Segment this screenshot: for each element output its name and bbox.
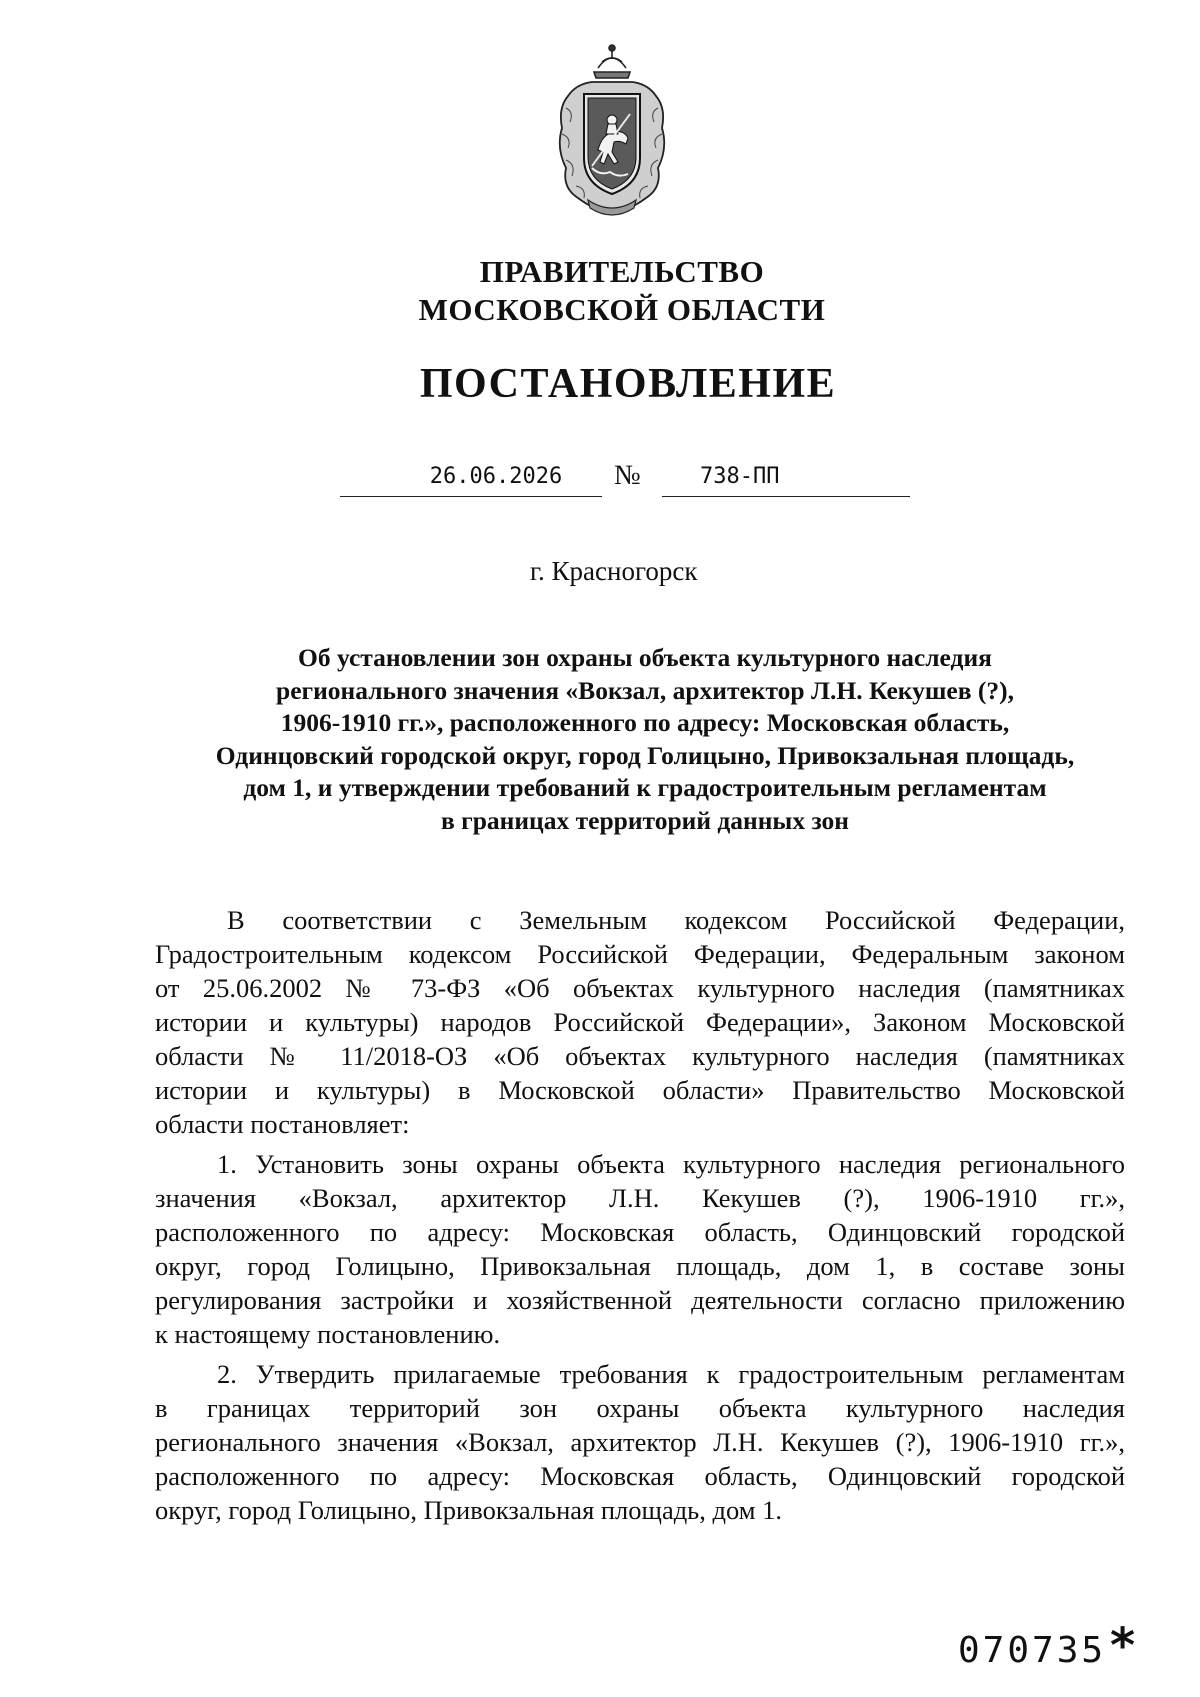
title-line: регионального значения «Вокзал, архитектор Л.Н. Кекушев (?), (276, 675, 1014, 705)
paragraph-line: регулирования застройки и хозяйственной деятельности согласно приложению (155, 1285, 1125, 1315)
paragraph-line: к настоящему постановлению. (155, 1319, 501, 1349)
decree-body (155, 903, 1125, 1533)
paragraph-line: 2. Утвердить прилагаемые требования к градостроительным регламентам (217, 1359, 1125, 1389)
paragraph-line: округ, город Голицыно, Привокзальная площадь, дом 1, в составе зоны (155, 1251, 1125, 1281)
clause-1-paragraph (155, 1147, 1125, 1351)
preamble-paragraph (155, 903, 1125, 1141)
serial-number: 070735 (958, 1630, 1107, 1671)
title-line: 1906-1910 гг.», расположенного по адресу: Московская область, (280, 708, 1010, 737)
paragraph-line: истории и культуры) в Московской области» Правительство Московской (155, 1075, 1125, 1105)
decree-title (150, 642, 1140, 837)
paragraph-line: области постановляет: (155, 1109, 410, 1139)
government-name-line2: МОСКОВСКОЙ ОБЛАСТИ (418, 292, 826, 327)
number-sign: № (614, 460, 641, 491)
clause-2-paragraph (155, 1357, 1125, 1527)
paragraph-line: расположенного по адресу: Московская область, Одинцовский городской (155, 1461, 1125, 1491)
paragraph-line: Градостроительным кодексом Российской Федерации, Федеральным законом (155, 939, 1125, 969)
title-line: дом 1, и утверждении требований к градостроительным регламентам (243, 773, 1047, 802)
registration-line (340, 457, 910, 501)
paragraph-line: истории и культуры) народов Российской Федерации», Законом Московской (155, 1007, 1125, 1037)
title-line: в границах территорий данных зон (441, 805, 849, 835)
city-name: г. Красногорск (530, 556, 698, 586)
title-line: Одинцовский городской округ, город Голицыно, Привокзальная площадь, (215, 740, 1075, 770)
paragraph-line: 1. Установить зоны охраны объекта культурного наследия регионального (217, 1149, 1125, 1179)
paragraph-line: округ, город Голицыно, Привокзальная площадь, дом 1. (155, 1495, 783, 1525)
government-name-line1: ПРАВИТЕЛЬСТВО (479, 254, 765, 289)
paragraph-line: значения «Вокзал, архитектор Л.Н. Кекушев (?), 1906-1910 гг.», (155, 1183, 1125, 1213)
decree-number-field: 738-ПП (662, 457, 910, 497)
paragraph-line: в границах территорий зон охраны объекта культурного наследия (155, 1393, 1125, 1423)
coat-of-arms-icon (548, 38, 676, 218)
serial-mark: * (1110, 1618, 1136, 1674)
title-line: Об установлении зон охраны объекта культурного наследия (298, 643, 992, 672)
paragraph-line: расположенного по адресу: Московская область, Одинцовский городской (155, 1217, 1125, 1247)
paragraph-line: регионального значения «Вокзал, архитектор Л.Н. Кекушев (?), 1906-1910 гг.», (155, 1427, 1125, 1457)
paragraph-line: В соответствии с Земельным кодексом Российской Федерации, (227, 905, 1125, 935)
paragraph-line: области № 11/2018-ОЗ «Об объектах культурного наследия (памятниках (155, 1041, 1125, 1071)
decree-date-field: 26.06.2026 (340, 457, 602, 497)
paragraph-line: от 25.06.2002 № 73-ФЗ «Об объектах культурного наследия (памятниках (155, 973, 1125, 1003)
document-type-heading: ПОСТАНОВЛЕНИЕ (419, 361, 837, 407)
